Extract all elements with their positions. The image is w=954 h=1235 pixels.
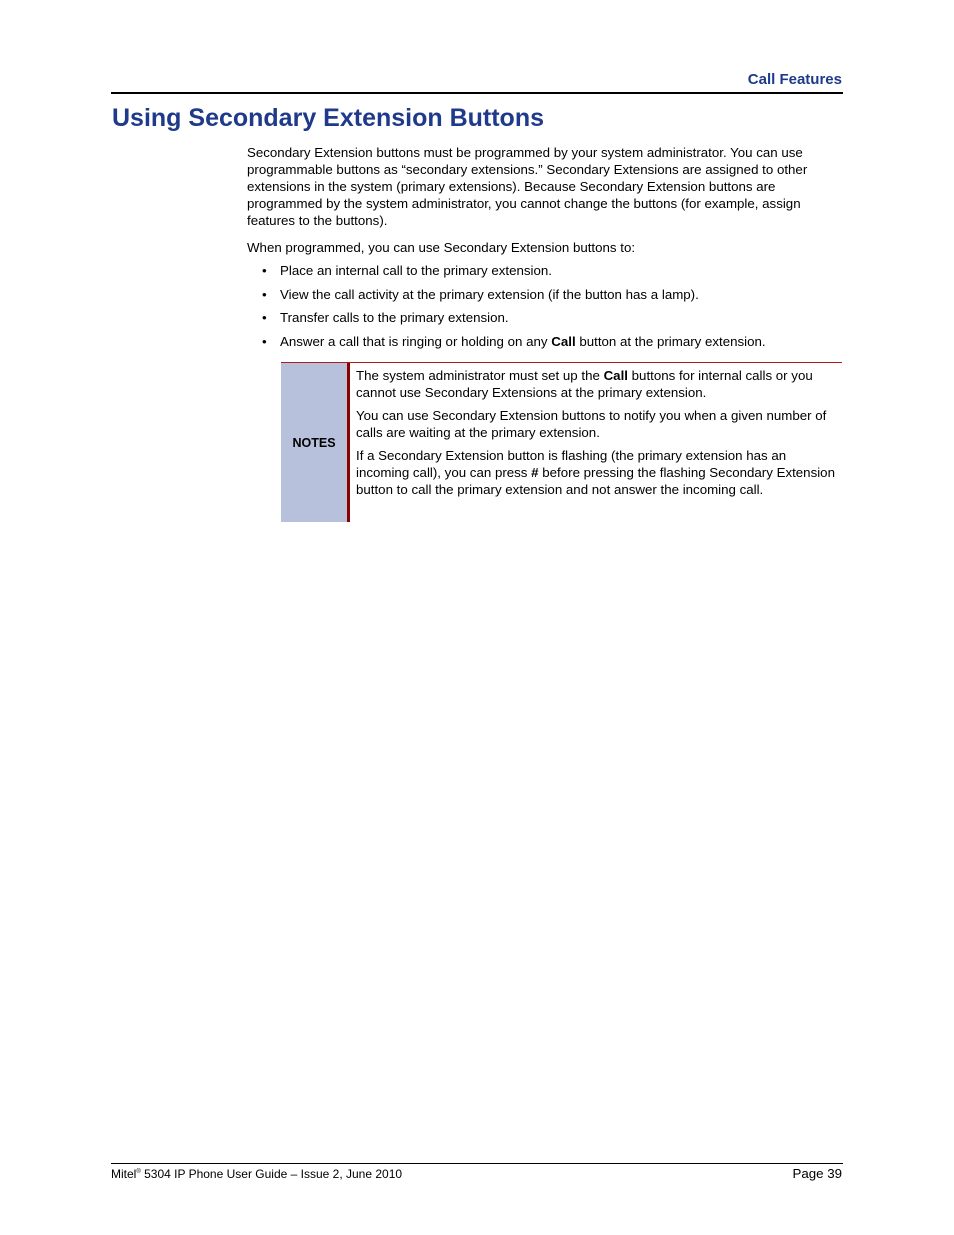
call-button-term: Call: [551, 333, 576, 349]
list-item: [247, 262, 843, 279]
header-rule: [111, 92, 843, 94]
note-text-pre: The system administrator must set up the: [356, 368, 604, 383]
list-item: [247, 286, 843, 303]
registered-mark: ®: [136, 1169, 141, 1175]
bullet-icon: •: [262, 333, 267, 349]
list-item: [247, 333, 843, 350]
list-item: [247, 309, 843, 326]
page-number: Page 39: [792, 1166, 842, 1181]
bullet-icon: •: [262, 310, 267, 325]
pound-key-term: #: [531, 465, 539, 480]
brand-name: Mitel: [111, 1167, 137, 1181]
footer-guide-title: [111, 1167, 402, 1181]
notes-content: [350, 363, 842, 522]
list-item-text-pre: Answer a call that is ringing or holding on any: [280, 333, 552, 349]
intro-paragraph: Secondary Extension buttons must be programmed by your system administrator. You can use programmable buttons as “secondary extensions.” Secondary Extensions are assigned to other extensions in the system (primary extensions). Because Secondary Extension buttons are programmed by the system administrator, you cannot change the buttons (for example, assign features to the buttons).: [247, 145, 808, 228]
page-title: Using Secondary Extension Buttons: [112, 104, 545, 132]
note-item: [356, 367, 842, 401]
intro-lead-in: When programmed, you can use Secondary Extension buttons to:: [247, 240, 636, 255]
list-item-text: View the call activity at the primary extension (if the button has a lamp).: [280, 286, 699, 302]
list-item-text: Place an internal call to the primary extension.: [280, 263, 552, 278]
bullet-icon: •: [262, 263, 267, 278]
note-text-pre: If a Secondary Extension button is flashing (the primary extension has an incoming call), you can press: [356, 448, 787, 480]
feature-list: [247, 262, 843, 356]
notes-box: [281, 362, 842, 522]
running-header: Call Features: [747, 71, 842, 88]
footer-rule: [111, 1163, 843, 1164]
bullet-icon: •: [262, 286, 267, 302]
notes-label: NOTES: [281, 363, 350, 522]
guide-title: 5304 IP Phone User Guide – Issue 2, June 2010: [140, 1167, 403, 1181]
note-text-post: before pressing the flashing Secondary Extension button to call the primary extension and not answer the incoming call.: [356, 465, 835, 497]
list-item-text: Transfer calls to the primary extension.: [280, 310, 509, 325]
call-button-term: Call: [603, 368, 628, 383]
note-text-post: buttons for internal calls or you cannot use Secondary Extensions at the primary extension.: [356, 368, 813, 400]
intro-section: [247, 144, 843, 266]
list-item-text-post: button at the primary extension.: [575, 333, 766, 349]
note-item: [356, 447, 842, 498]
note-item: You can use Secondary Extension buttons to notify you when a given number of calls are waiting at the primary extension.: [356, 408, 827, 440]
